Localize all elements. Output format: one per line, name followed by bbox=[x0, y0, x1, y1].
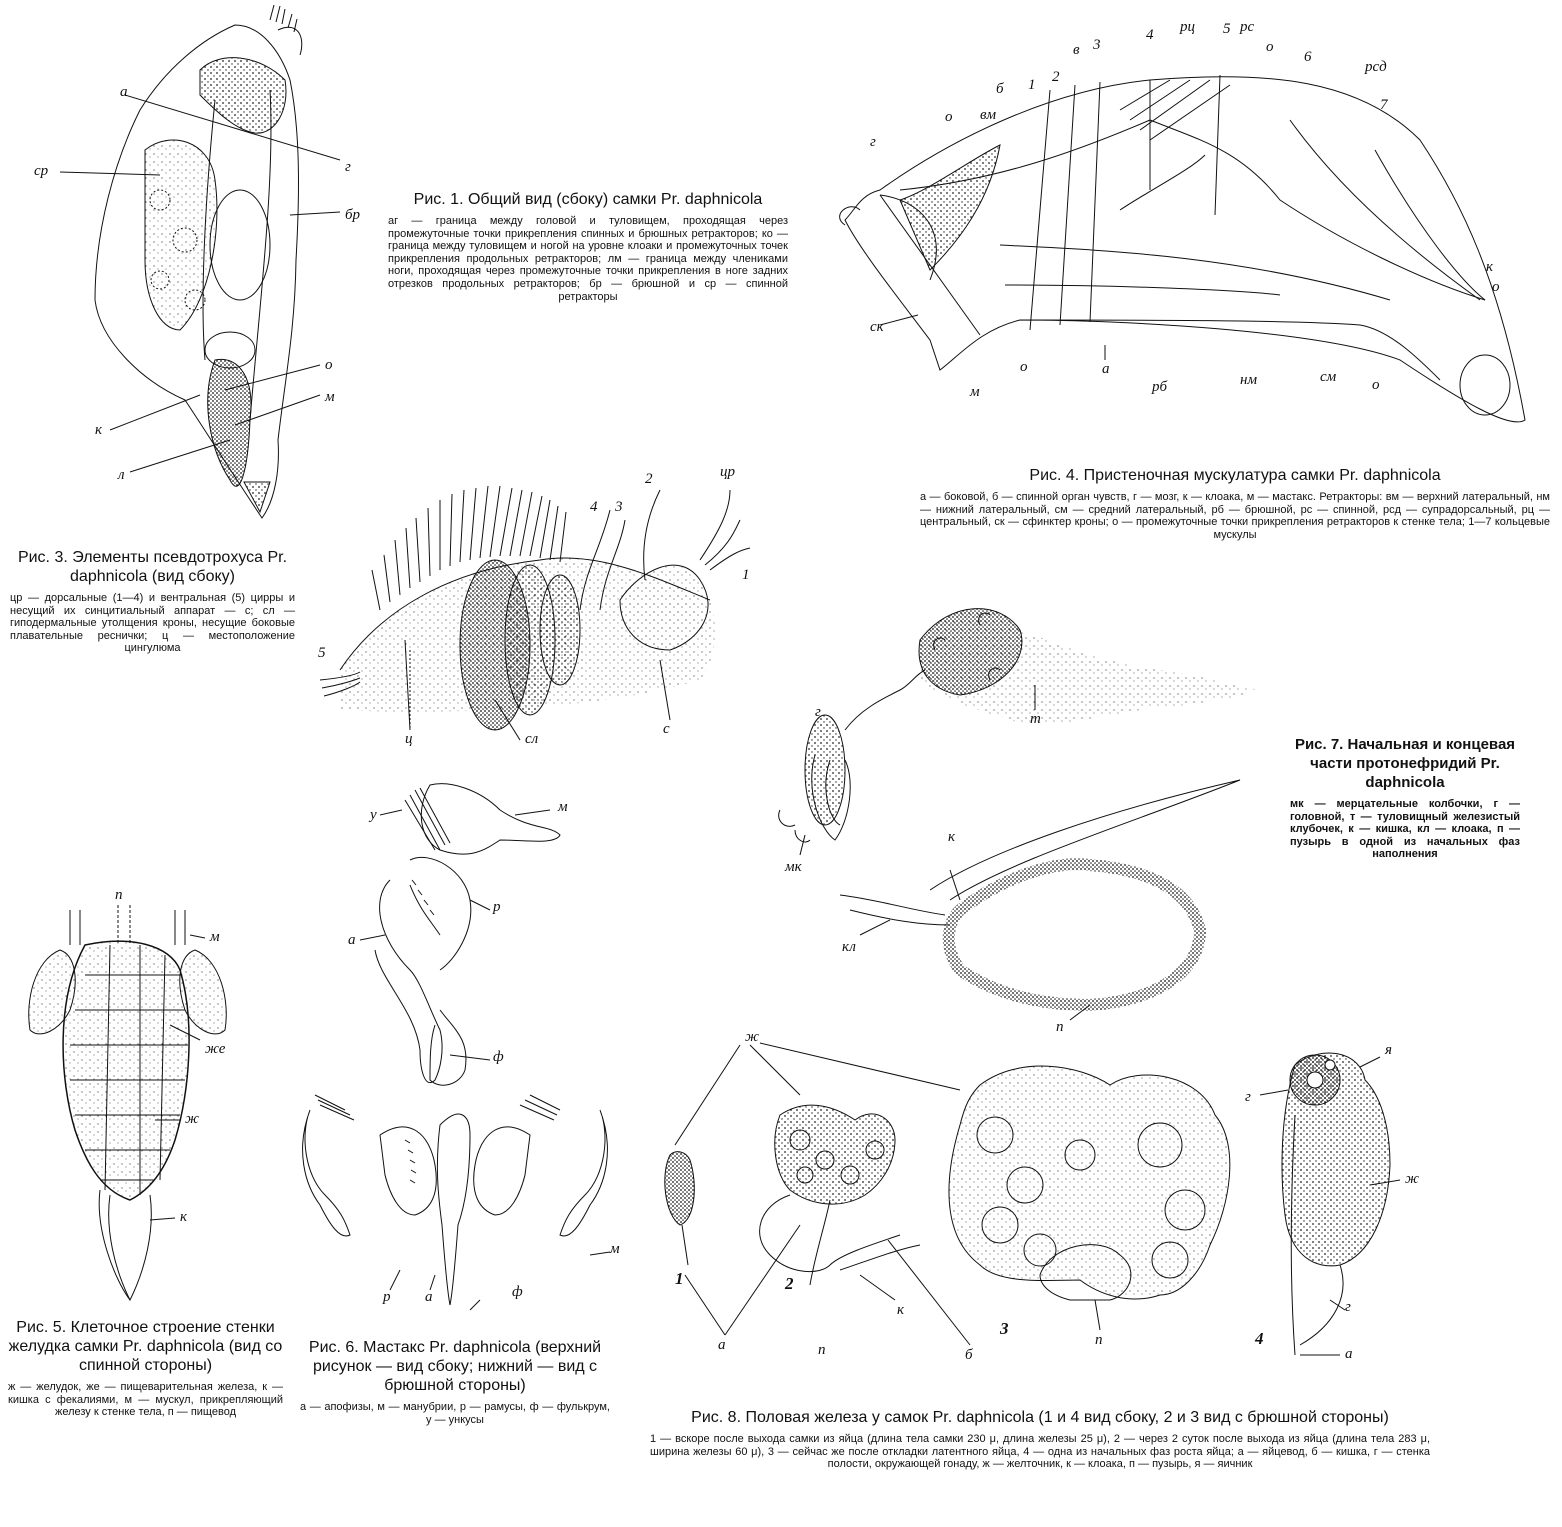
mastax-ventral-view bbox=[303, 1095, 608, 1305]
figure-3-caption bbox=[10, 548, 295, 655]
label-sm: см bbox=[1320, 369, 1337, 385]
figure-4-title: Рис. 4. Пристеночная мускулатура самки Pr. daphnicola bbox=[1029, 467, 1441, 484]
label-r2: р bbox=[383, 1289, 391, 1305]
label-o3: о bbox=[1492, 279, 1500, 295]
label-k: к bbox=[948, 829, 956, 845]
label-n2: 2 bbox=[645, 471, 653, 487]
label-sr: ср bbox=[34, 163, 49, 179]
figure-5-title: Рис. 5. Клеточное строение стенки желудка самки Pr. daphnicola (вид со спинной стороны) bbox=[8, 1319, 283, 1374]
musculature-illustration bbox=[820, 0, 1562, 450]
label-sk: ск bbox=[870, 319, 884, 335]
label-r: р bbox=[493, 899, 501, 915]
label-zh2: ж bbox=[1405, 1171, 1419, 1187]
label-o2: о bbox=[1266, 39, 1274, 55]
label-n2: 2 bbox=[1052, 69, 1060, 85]
label-m: м bbox=[325, 389, 335, 405]
figure-8-caption bbox=[650, 1408, 1430, 1471]
mastax-side-view bbox=[375, 784, 560, 1085]
label-m: м bbox=[210, 929, 220, 945]
label-m: м bbox=[558, 799, 568, 815]
label-f: ф bbox=[493, 1049, 504, 1065]
label-n4: 4 bbox=[1146, 27, 1154, 43]
figure-5-drawing bbox=[0, 887, 280, 1310]
figure-7-title: Рис. 7. Начальная и концевая части протонефридий Pr. daphnicola bbox=[1294, 736, 1516, 791]
label-o1: о bbox=[945, 109, 953, 125]
label-n3: 3 bbox=[1000, 1319, 1009, 1338]
figure-6-body: а — апофизы, м — манубрии, р — рамусы, ф — фулькрум, у — ункусы bbox=[300, 1401, 610, 1426]
label-vm: вм bbox=[980, 107, 997, 123]
label-g: г bbox=[870, 134, 876, 150]
figure-8-title: Рис. 8. Половая железа у самок Pr. daphnicola (1 и 4 вид сбоку, 2 и 3 вид с брюшной стороны) bbox=[691, 1409, 1389, 1426]
label-n5: 5 bbox=[1223, 21, 1231, 37]
figure-3-title: Рис. 3. Элементы псевдотроxуса Pr. daphnicola (вид сбоку) bbox=[17, 549, 288, 585]
label-rsd: рсд bbox=[1365, 59, 1387, 75]
pseudotrochus-illustration bbox=[300, 450, 770, 750]
figure-3-body: цр — дорсальные (1—4) и вентральная (5) цирры и несущий их синцитиальный аппарат — с; сл — гиподермальные утолщения кроны, несущие боковые плавательные реснички; ц — местоположение цингулюма bbox=[10, 592, 295, 655]
label-rc: рц bbox=[1180, 19, 1195, 35]
mastax-illustration bbox=[290, 770, 620, 1310]
figure-7-body: мк — мерцательные колбочки, г — головной, т — туловищный железистый клубочек, к — кишка, кл — клоака, п — пузырь в одной из начальных фаз наполнения bbox=[1290, 798, 1520, 861]
label-p: п bbox=[1056, 1019, 1064, 1035]
label-g: г bbox=[815, 704, 821, 720]
label-g2: г bbox=[1345, 1299, 1351, 1315]
label-k: к bbox=[897, 1302, 905, 1318]
label-t: т bbox=[1030, 711, 1041, 727]
label-b: б bbox=[965, 1347, 973, 1363]
label-g: г bbox=[345, 159, 351, 175]
gonad-illustration bbox=[640, 1025, 1560, 1405]
figure-8-drawing bbox=[640, 1025, 1560, 1405]
label-k: к bbox=[95, 422, 103, 438]
label-mk: мк bbox=[785, 859, 802, 875]
label-v: в bbox=[1073, 42, 1080, 58]
label-c: ц bbox=[405, 731, 413, 747]
label-o5: о bbox=[1372, 377, 1380, 393]
label-zh: ж bbox=[185, 1111, 199, 1127]
label-ya: я bbox=[1385, 1042, 1392, 1058]
label-nm: нм bbox=[1240, 372, 1258, 388]
label-a2: а bbox=[425, 1289, 433, 1305]
label-n1: 1 bbox=[1028, 77, 1036, 93]
label-kl: кл bbox=[842, 939, 856, 955]
figure-4-caption bbox=[920, 466, 1550, 541]
figure-4-drawing bbox=[820, 0, 1562, 450]
figure-4-body: а — боковой, б — спинной орган чувств, г — мозг, к — клоака, м — мастакс. Ретракторы: вм — верхний латеральный, нм — нижний латеральный, см — средний латеральный, рб — брюшной, рс — спинной, рсд — супрадорсальный, рц — центральный, ск — сфинктер кроны; о — промежуточные точки прикрепления ретракторов к стенке тела; 1—7 кольцевые мускулы bbox=[920, 491, 1550, 541]
label-a: а bbox=[120, 84, 128, 100]
label-s: с bbox=[663, 721, 670, 737]
label-k: к bbox=[1486, 259, 1494, 275]
figure-5-caption bbox=[8, 1318, 283, 1419]
label-l: л bbox=[118, 467, 125, 483]
figure-8-body: 1 — вскоре после выхода самки из яйца (длина тела самки 230 μ, длина железы 25 μ), 2 — через 2 суток после выхода из яйца (длина тела 283 μ, ширина железы 60 μ), 3 — сейчас же после откладки латентного яйца, 4 — одна из начальных фаз роста яйца; а — яйцевод, б — кишка, г — стенка полости, окружающей гонаду, ж — желточник, к — клоака, п — пузырь, я — яичник bbox=[650, 1433, 1430, 1471]
figure-1-caption bbox=[388, 190, 788, 303]
label-b: б bbox=[996, 81, 1004, 97]
label-n6: 6 bbox=[1304, 49, 1312, 65]
label-f2: ф bbox=[512, 1284, 523, 1300]
figure-1-title: Рис. 1. Общий вид (сбоку) самки Pr. daphnicola bbox=[413, 191, 763, 208]
label-zh: ж bbox=[745, 1029, 759, 1045]
figure-6-caption bbox=[300, 1338, 610, 1426]
figure-5-body: ж — желудок, же — пищеварительная железа, к — кишка с фекалиями, м — мускул, прикрепляющий железу к стенке тела, п — пищевод bbox=[8, 1381, 283, 1419]
label-a: а bbox=[1102, 361, 1110, 377]
figure-6-title: Рис. 6. Мастакс Pr. daphnicola (верхний рисунок — вид сбоку; нижний — вид с брюшной стороны) bbox=[308, 1339, 602, 1394]
label-n1: 1 bbox=[675, 1269, 684, 1288]
label-p: п bbox=[818, 1342, 826, 1358]
label-rs: рс bbox=[1240, 19, 1255, 35]
figure-6-drawing bbox=[290, 770, 620, 1310]
label-p: п bbox=[115, 887, 123, 903]
label-cr: цр bbox=[720, 464, 735, 480]
label-rb: рб bbox=[1152, 379, 1168, 395]
label-o: о bbox=[325, 357, 333, 373]
label-u: у bbox=[370, 807, 377, 823]
label-n1: 1 bbox=[742, 567, 750, 583]
figure-1-body: аг — граница между головой и туловищем, проходящая через промежуточные точки прикрепления спинных и брюшных ретракторов; ко — граница между туловищем и ногой на уровне клоаки и промежуточных точек прикрепления продольных ретракторов; лм — граница между члениками ноги, проходящая через промежуточные точки прикрепления в ноге задних отрезков продольных ретракторов; бр — брюшной и ср — спинной ретракторы bbox=[388, 215, 788, 303]
label-n5: 5 bbox=[318, 645, 326, 661]
label-a2: а bbox=[1345, 1346, 1353, 1362]
protonephridia-illustration bbox=[760, 580, 1280, 1040]
label-k: к bbox=[180, 1209, 188, 1225]
label-n7: 7 bbox=[1380, 97, 1388, 113]
label-n4: 4 bbox=[1255, 1329, 1264, 1348]
label-a: а bbox=[348, 932, 356, 948]
stomach-cell-structure-illustration bbox=[0, 887, 280, 1310]
label-sl: сл bbox=[525, 731, 539, 747]
figure-7-drawing bbox=[760, 580, 1280, 1040]
label-n2: 2 bbox=[785, 1274, 794, 1293]
label-m2: м bbox=[610, 1241, 620, 1257]
label-p2: п bbox=[1095, 1332, 1103, 1348]
label-n3: 3 bbox=[615, 499, 623, 515]
label-br: бр bbox=[345, 207, 361, 223]
label-n3: 3 bbox=[1093, 37, 1101, 53]
label-g: г bbox=[1245, 1089, 1251, 1105]
label-n4: 4 bbox=[590, 499, 598, 515]
label-zhe: же bbox=[205, 1041, 226, 1057]
figure-7-caption bbox=[1290, 735, 1520, 861]
figure-3-drawing bbox=[300, 450, 770, 750]
label-o4: о bbox=[1020, 359, 1028, 375]
label-m: м bbox=[970, 384, 980, 400]
label-a: а bbox=[718, 1337, 726, 1353]
